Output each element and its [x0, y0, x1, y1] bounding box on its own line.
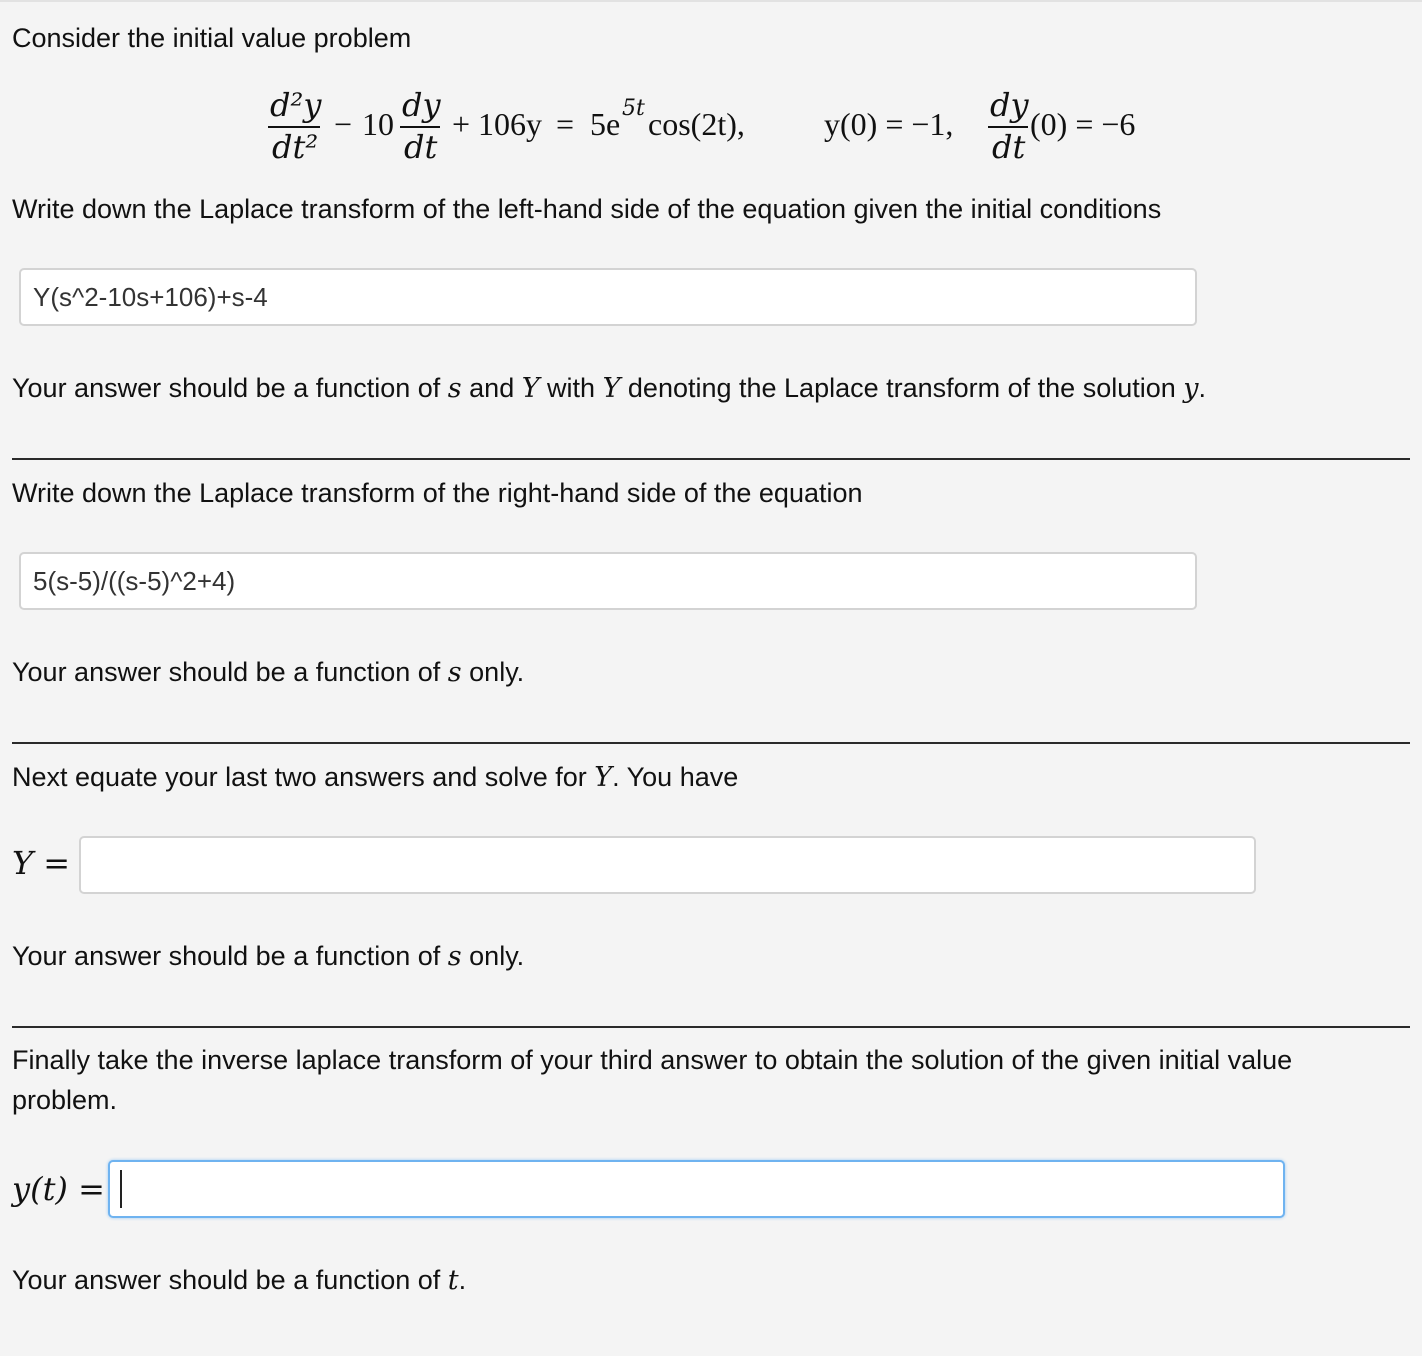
- q3-prompt: [12, 757, 738, 798]
- hint-text: Your answer should be a function of: [12, 1265, 448, 1295]
- rhs-transform-input[interactable]: [19, 552, 1197, 610]
- ode-equation: [0, 86, 1422, 166]
- initial-condition-y0: y(0) = −1,: [824, 106, 954, 142]
- hint-var-y: y: [1183, 373, 1199, 404]
- q2-hint: [12, 652, 524, 693]
- prompt-text: Next equate your last two answers and solve for: [12, 762, 595, 792]
- hint-var-Y: Y: [602, 373, 621, 404]
- q4-hint: [12, 1260, 466, 1301]
- hint-text: only.: [461, 941, 525, 971]
- prompt-var-Y: Y: [594, 762, 613, 793]
- hint-text: and: [461, 373, 522, 403]
- hint-var-s: s: [447, 657, 462, 688]
- hint-text: with: [539, 373, 603, 403]
- q3-hint: [12, 936, 524, 977]
- hint-var-t: t: [447, 1265, 459, 1296]
- y-of-t-input[interactable]: [108, 1160, 1285, 1218]
- hint-text: Your answer should be a function of: [12, 657, 448, 687]
- hint-text: Your answer should be a function of: [12, 373, 448, 403]
- d2y-denominator: dt²: [272, 128, 319, 166]
- rhs-coefficient: 5e: [590, 106, 621, 142]
- top-border: [0, 0, 1422, 2]
- hint-text: .: [1198, 373, 1207, 403]
- rhs-cosine: cos(2t),: [648, 106, 745, 142]
- y-of-t-label: y(t) =: [12, 1170, 105, 1208]
- hint-var-s: s: [447, 941, 462, 972]
- q1-hint: [12, 368, 1206, 409]
- section-divider: [12, 742, 1410, 744]
- section-divider: [12, 1026, 1410, 1028]
- dt-denominator: dt: [992, 128, 1026, 166]
- hint-var-Y: Y: [521, 373, 540, 404]
- lhs-transform-input[interactable]: [19, 268, 1197, 326]
- hint-text: only.: [461, 657, 525, 687]
- dy-numerator: dy: [402, 86, 441, 124]
- Y-label: Y =: [12, 844, 71, 882]
- plus-106y: + 106y: [452, 106, 543, 142]
- q4-prompt: Finally take the inverse laplace transform of your third answer to obtain the solution of the given initial value problem.: [12, 1045, 1293, 1115]
- hint-text: .: [458, 1265, 467, 1295]
- hint-text: Your answer should be a function of: [12, 941, 448, 971]
- equals-sign: =: [556, 106, 575, 142]
- dy-numerator: dy: [990, 86, 1029, 124]
- initial-condition-dy0: (0) = −6: [1030, 106, 1136, 142]
- q1-prompt: Write down the Laplace transform of the left-hand side of the equation given the initial conditions: [12, 194, 1162, 224]
- Y-solution-input[interactable]: [79, 836, 1256, 894]
- q2-prompt: Write down the Laplace transform of the right-hand side of the equation: [12, 478, 863, 508]
- hint-text: denoting the Laplace transform of the solution: [620, 373, 1184, 403]
- text-caret: [120, 1170, 122, 1208]
- minus-sign: −: [334, 106, 353, 142]
- prompt-text: . You have: [612, 762, 739, 792]
- coefficient-10: 10: [362, 106, 394, 142]
- dt-denominator: dt: [404, 128, 438, 166]
- intro-text: Consider the initial value problem: [12, 23, 412, 53]
- rhs-exponent: 5t: [622, 96, 645, 121]
- section-divider: [12, 458, 1410, 460]
- d2y-numerator: d²y: [270, 86, 322, 124]
- hint-var-s: s: [447, 373, 462, 404]
